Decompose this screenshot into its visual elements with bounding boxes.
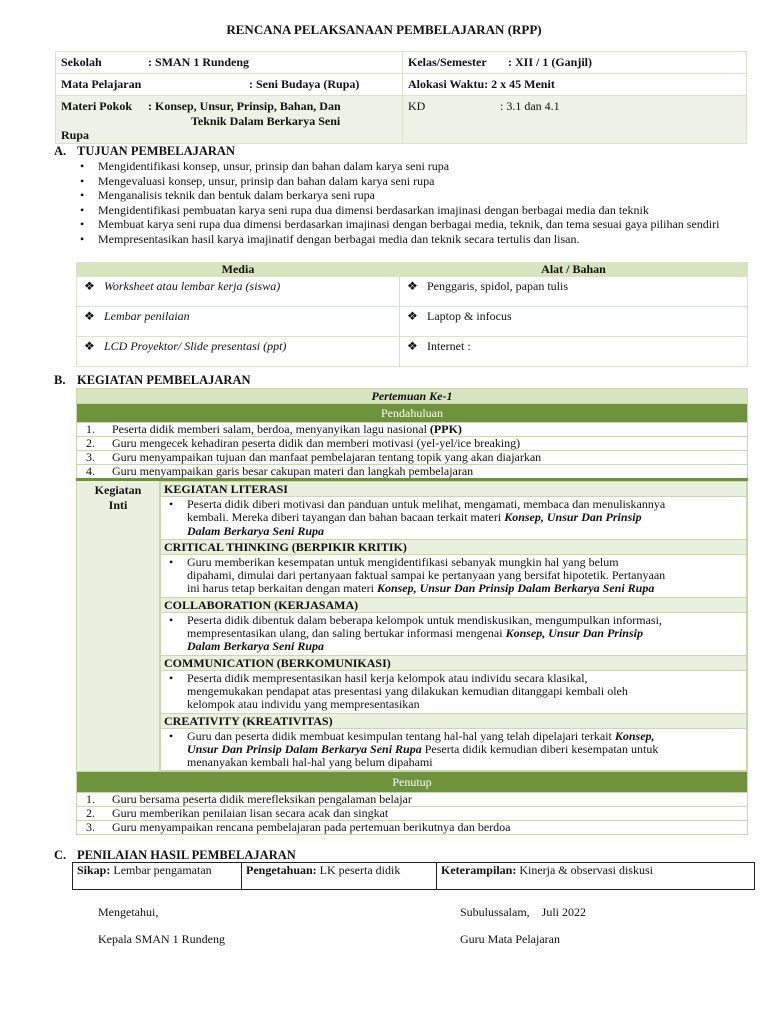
list-item: • Menganalisis teknik dan bentuk dalam berkarya seni rupa bbox=[76, 188, 748, 203]
penutup-band: Penutup bbox=[77, 772, 748, 793]
alat-cell: ❖ Penggaris, spidol, papan tulis bbox=[400, 277, 748, 307]
diamond-bullet-icon: ❖ bbox=[407, 279, 418, 293]
creativity-body: • Guru dan peserta didik membuat kesimpulan tentang hal-hal yang telah dipelajari terkait Konsep, Unsur Dan Prinsip Dalam Berkarya Seni Rupa Peserta didik kemudian diberi kesempatan untuk menanyakan kembali hal-hal yang belum dipahami bbox=[161, 728, 747, 771]
materi-cell bbox=[56, 96, 403, 144]
kd-label: KD bbox=[408, 99, 426, 113]
diamond-bullet-icon: ❖ bbox=[84, 279, 95, 293]
section-b-title: KEGIATAN PEMBELAJARAN bbox=[77, 373, 251, 387]
section-a-title: TUJUAN PEMBELAJARAN bbox=[77, 144, 235, 158]
alat-header: Alat / Bahan bbox=[400, 263, 748, 277]
alat-cell: ❖ Internet : bbox=[400, 337, 748, 367]
signature-right-1: Subulussalam, Juli 2022 bbox=[460, 905, 587, 919]
section-a-letter: A. bbox=[54, 144, 67, 158]
literasi-body: • Peserta didik diberi motivasi dan panduan untuk melihat, mengamati, membaca dan menuliskannya kembali. Mereka diberi tayangan dan bahan bacaan terkait materi Konsep, Unsur Dan Prinsip Dalam Berkarya Seni Rupa bbox=[161, 497, 747, 540]
critical-thinking-body: • Guru memberikan kesempatan untuk mengidentifikasi sebanyak mungkin hal yang belum dipahami, dimulai dari pertanyaan faktual sampai ke pertanyaan yang bersifat hipotetik. Pertanyaan ini harus tetap berkaitan dengan materi Konsep, Unsur Dan Prinsip Dalam Berkarya Seni Rupa bbox=[161, 554, 747, 597]
pendahuluan-band: Pendahuluan bbox=[77, 404, 748, 423]
materi-value-3: Rupa bbox=[61, 128, 90, 142]
section-a-heading bbox=[54, 144, 235, 159]
media-table bbox=[76, 262, 748, 367]
diamond-bullet-icon: ❖ bbox=[84, 339, 95, 353]
signature-right-2: Guru Mata Pelajaran bbox=[460, 932, 560, 946]
table-row: 4. Guru menyampaikan garis besar cakupan materi dan langkah pembelajaran bbox=[77, 465, 748, 480]
media-cell: ❖ LCD Proyektor/ Slide presentasi (ppt) bbox=[77, 337, 400, 367]
kegiatan-table bbox=[76, 388, 748, 835]
sekolah-value: : SMAN 1 Rundeng bbox=[148, 55, 250, 69]
materi-label: Materi Pokok bbox=[61, 99, 132, 113]
materi-value-2: Teknik Dalam Berkarya Seni bbox=[191, 113, 341, 128]
signature-left-2: Kepala SMAN 1 Rundeng bbox=[98, 932, 225, 946]
sekolah-label: Sekolah bbox=[61, 55, 102, 69]
kelas-cell bbox=[403, 52, 747, 74]
kelas-value: : XII / 1 (Ganjil) bbox=[508, 55, 592, 69]
media-cell: ❖ Lembar penilaian bbox=[77, 307, 400, 337]
mapel-cell bbox=[56, 74, 403, 96]
alat-cell: ❖ Laptop & infocus bbox=[400, 307, 748, 337]
penilaian-table bbox=[72, 862, 755, 890]
diamond-bullet-icon: ❖ bbox=[84, 309, 95, 323]
creativity-heading: CREATIVITY (KREATIVITAS) bbox=[161, 713, 747, 728]
section-b-letter: B. bbox=[54, 373, 66, 387]
communication-body: • Peserta didik mempresentasikan hasil kerja kelompok atau individu secara klasikal, mengemukakan pendapat atas presentasi yang dilakukan kemudian ditanggapi kembali oleh kelompok atau individu yang mempresentasikan bbox=[161, 670, 747, 713]
kegiatan-inti-label: Kegiatan Inti bbox=[77, 480, 160, 772]
section-c-title: PENILAIAN HASIL PEMBELAJARAN bbox=[77, 848, 296, 862]
table-row: 2. Guru mengecek kehadiran peserta didik dan memberi motivasi (yel-yel/ice breaking) bbox=[77, 437, 748, 451]
table-row: 1. Guru bersama peserta didik merefleksikan pengalaman belajar bbox=[77, 793, 748, 807]
alokasi-cell bbox=[403, 74, 747, 96]
table-row: 2. Guru memberikan penilaian lisan secara acak dan singkat bbox=[77, 807, 748, 821]
table-row: 3. Guru menyampaikan tujuan dan manfaat pembelajaran tentang topik yang akan diajarkan bbox=[77, 451, 748, 465]
kd-cell bbox=[403, 96, 747, 144]
collaboration-heading: COLLABORATION (KERJASAMA) bbox=[161, 597, 747, 612]
kd-value: : 3.1 dan 4.1 bbox=[500, 99, 560, 113]
diamond-bullet-icon: ❖ bbox=[407, 309, 418, 323]
sekolah-cell bbox=[56, 52, 403, 74]
section-b-heading bbox=[54, 373, 251, 388]
kelas-label: Kelas/Semester bbox=[408, 55, 487, 69]
literasi-heading: KEGIATAN LITERASI bbox=[161, 482, 747, 497]
document-title: RENCANA PELAKSANAAN PEMBELAJARAN (RPP) bbox=[226, 22, 542, 37]
tujuan-list bbox=[76, 159, 748, 246]
media-header: Media bbox=[77, 263, 400, 277]
keterampilan-cell: Keterampilan: Kinerja & observasi diskusi bbox=[437, 863, 755, 890]
alokasi-value: : 2 x 45 Menit bbox=[484, 77, 555, 91]
mapel-label: Mata Pelajaran bbox=[61, 77, 142, 91]
sikap-cell: Sikap: Lembar pengamatan bbox=[73, 863, 242, 890]
communication-heading: COMMUNICATION (BERKOMUNIKASI) bbox=[161, 655, 747, 670]
pengetahuan-cell: Pengetahuan: LK peserta didik bbox=[242, 863, 437, 890]
critical-thinking-heading: CRITICAL THINKING (BERPIKIR KRITIK) bbox=[161, 539, 747, 554]
kegiatan-inti-content bbox=[160, 480, 748, 772]
table-row: 3. Guru menyampaikan rencana pembelajaran pada pertemuan berikutnya dan berdoa bbox=[77, 821, 748, 835]
section-c-heading bbox=[54, 848, 296, 863]
signature-left-1: Mengetahui, bbox=[98, 905, 159, 919]
list-item: • Mengevaluasi konsep, unsur, prinsip dan bahan dalam karya seni rupa bbox=[76, 174, 748, 189]
table-row: 1. Peserta didik memberi salam, berdoa, menyanyikan lagu nasional (PPK) bbox=[77, 423, 748, 437]
media-cell: ❖ Worksheet atau lembar kerja (siswa) bbox=[77, 277, 400, 307]
pertemuan-label: Pertemuan Ke-1 bbox=[77, 389, 748, 404]
list-item: • Mengidentifikasi konsep, unsur, prinsip dan bahan dalam karya seni rupa bbox=[76, 159, 748, 174]
mapel-value: : Seni Budaya (Rupa) bbox=[249, 77, 360, 91]
list-item: • Membuat karya seni rupa dua dimensi berdasarkan imajinasi dengan berbagai media, teknik, dan tema sesuai gaya pilihan sendiri bbox=[76, 217, 748, 232]
section-c-letter: C. bbox=[54, 848, 67, 862]
identity-table bbox=[55, 51, 747, 144]
diamond-bullet-icon: ❖ bbox=[407, 339, 418, 353]
collaboration-body: • Peserta didik dibentuk dalam beberapa kelompok untuk mendiskusikan, mengumpulkan informasi, mempresentasikan ulang, dan saling bertukar informasi mengenai Konsep, Unsur Dan Prinsip Dalam Berkarya Seni Rupa bbox=[161, 612, 747, 655]
list-item: • Mempresentasikan hasil karya imajinatif dengan berbagai media dan teknik secara tertulis dan lisan. bbox=[76, 232, 748, 247]
materi-value-1: : Konsep, Unsur, Prinsip, Bahan, Dan bbox=[148, 99, 341, 113]
alokasi-label: Alokasi Waktu bbox=[408, 77, 485, 91]
list-item: • Mengidentifikasi pembuatan karya seni rupa dua dimensi berdasarkan imajinasi dengan berbagai media dan teknik bbox=[76, 203, 748, 218]
